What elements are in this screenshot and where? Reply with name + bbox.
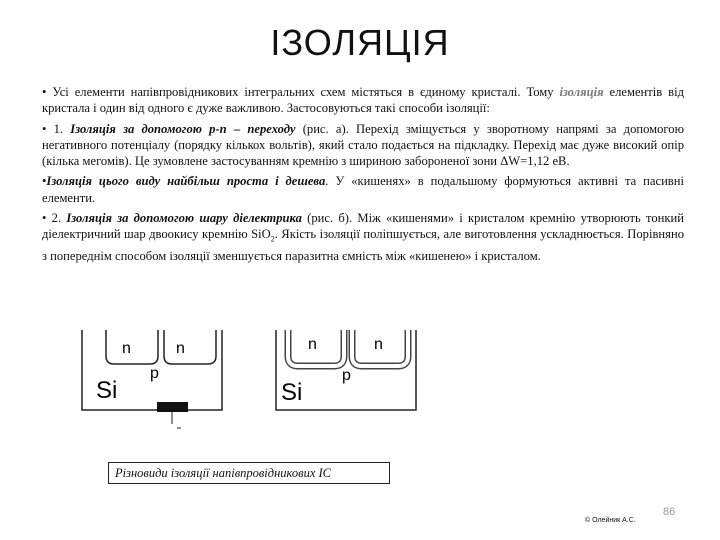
paragraph-simple-cheap <box>42 173 684 206</box>
highlight-term: ізоляція <box>559 85 604 99</box>
emphasis-term: Ізоляція за допомогою шару діелектрика <box>66 211 302 226</box>
paragraph-text: . Якість ізоляції поліпшується, але виготовлення ускладнюється. Порівняно з попереднім способом ізоляції зменшується паразитна ємність між «кишенею» і кристалом. <box>42 227 684 264</box>
paragraph-dielectric-isolation <box>42 210 684 264</box>
diagram-pn-isolation <box>82 330 222 428</box>
paragraph-pn-isolation <box>42 121 684 170</box>
paragraph-text: (рис. б). Між «кишенями» і кристалом кремнію утворюють тонкий діелектричний шар двоокису кремнію SiO <box>42 211 684 242</box>
region-label: p <box>342 367 351 384</box>
isolation-diagrams <box>0 320 720 470</box>
substrate-contact <box>157 402 188 412</box>
region-label: p <box>150 365 159 382</box>
paragraph-text: . У «кишенях» в подальшому формуються активні та пасивні елементи. <box>42 174 684 205</box>
figure-caption: Різновиди ізоляції напівпровідникових ІС <box>108 462 390 484</box>
pocket-outline <box>164 330 216 364</box>
pocket-label: n <box>308 336 317 353</box>
substrate-label: Si <box>96 377 118 404</box>
paragraph-text: • 1. <box>42 121 71 136</box>
pocket-outline <box>106 330 158 364</box>
paragraph-text: • <box>42 174 47 189</box>
paragraph-text: • Усі елементи напівпровідникових інтегральних схем містяться в єдиному кристалі. Тому <box>42 85 560 99</box>
emphasis-term: Ізоляція цього виду найбільш проста і дешева <box>46 174 326 189</box>
paragraph-text: • 2. <box>42 211 67 226</box>
body-text <box>42 84 684 268</box>
paragraph-intro <box>42 84 684 117</box>
slide-title: ІЗОЛЯЦІЯ <box>270 22 450 63</box>
subscript: 2 <box>270 234 275 244</box>
pocket-label: n <box>176 340 185 357</box>
emphasis-term: Ізоляція за допомогою p-n – переходу <box>70 121 296 136</box>
paragraph-text: елементів від кристала і один від одного є дуже важливою. Застосовуються такі способи ізоляції: <box>42 85 684 116</box>
slide-number: 86 <box>663 506 676 518</box>
pocket-label: n <box>122 340 131 357</box>
pocket-label: n <box>374 336 383 353</box>
substrate-label: Si <box>281 379 303 406</box>
paragraph-text: (рис. а). Перехід зміщується у зворотному напрямі за допомогою негативного потенціалу (порядку кількох вольтів), який стало подається на підкладку. Перехід має дуже високий опір (кілька мегомів). Це зумовлене застосуванням кремнію з шириною забороненої зони ΔW=1,12 еВ. <box>42 121 684 169</box>
author-credit: © Олейник А.С. <box>585 517 636 524</box>
diagram-dielectric-isolation <box>276 330 416 410</box>
